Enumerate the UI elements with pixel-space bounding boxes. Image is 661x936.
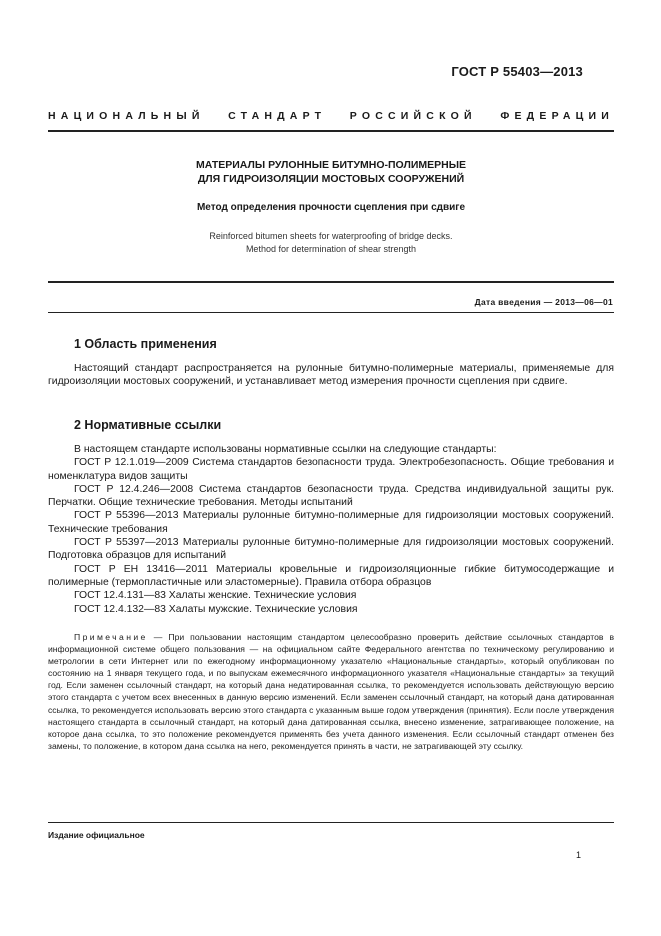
title-line-1: МАТЕРИАЛЫ РУЛОННЫЕ БИТУМНО-ПОЛИМЕРНЫЕ <box>196 159 466 171</box>
title-line-2: ДЛЯ ГИДРОИЗОЛЯЦИИ МОСТОВЫХ СООРУЖЕНИЙ <box>197 173 465 185</box>
english-title-line-2: Method for determination of shear strength <box>245 244 417 254</box>
section-1-paragraph: Настоящий стандарт распространяется на рулонные битумно-полимерные материалы, применяемые для гидроизоляции мостовых сооружений, и устанавливает метод измерения прочности сцепления при сдвиге. <box>48 363 614 388</box>
note-label: Примечание <box>74 632 148 642</box>
english-title-line-1: Reinforced bitumen sheets for waterproofing of bridge decks. <box>209 231 453 241</box>
title-divider <box>48 281 614 283</box>
document-code: ГОСТ Р 55403—2013 <box>451 64 583 79</box>
section-2-heading: 2 Нормативные ссылки <box>74 418 222 432</box>
header-divider <box>48 130 614 132</box>
footer-divider <box>48 822 614 823</box>
date-divider <box>48 312 614 313</box>
reference-item: ГОСТ Р 12.1.019—2009 Система стандартов безопасности труда. Электробезопасность. Общие требования и номенклатура видов защиты <box>48 457 614 482</box>
note-text: — При пользовании настоящим стандартом целесообразно проверить действие ссылочных стандартов в информационной системе общего пользования — на официальном сайте Федерального агентства по техническому регулированию и метрологии в сети Интернет или по ежегодному информационному указателю «Национальные стандарты», который опубликован по состоянию на 1 января текущего года, и по выпускам ежемесячного информационного указателя «Национальные стандарты» за текущий год. Если заменен ссылочный стандарт, на который дана недатированная ссылка, то рекомендуется использовать действующую версию этого стандарта с учетом всех внесенных в данную версию изменений. Если заменен ссылочный стандарт, на который дана датированная ссылка, то рекомендуется использовать версию этого стандарта с указанным выше годом утверждения (принятия). Если после утверждения настоящего стандарта в ссылочный стандарт, на который дана датированная ссылка, внесено изменение, затрагивающее положение, на которое дана ссылка, то это положение рекомендуется применять без учета данного изменения. Если ссылочный стандарт отменен без замены, то положение, в котором дана ссылка на него, рекомендуется принять в части, не затрагивающей эту ссылку. <box>48 632 615 751</box>
standard-heading: НАЦИОНАЛЬНЫЙ СТАНДАРТ РОССИЙСКОЙ ФЕДЕРАЦИИ <box>48 110 614 122</box>
page-number: 1 <box>575 850 581 860</box>
subtitle: Метод определения прочности сцепления при сдвиге <box>196 202 466 213</box>
official-edition-label: Издание официальное <box>48 830 145 840</box>
section-1-heading: 1 Область применения <box>74 337 217 351</box>
note-block <box>48 631 614 752</box>
reference-item: ГОСТ Р 55396—2013 Материалы рулонные битумно-полимерные для гидроизоляции мостовых сооружений. Технические требования <box>48 510 614 535</box>
section-2-intro: В настоящем стандарте использованы нормативные ссылки на следующие стандарты: <box>74 444 497 455</box>
section-1-body <box>48 362 614 389</box>
reference-item: ГОСТ Р 55397—2013 Материалы рулонные битумно-полимерные для гидроизоляции мостовых сооружений. Подготовка образцов для испытаний <box>48 537 614 562</box>
reference-item: ГОСТ Р 12.4.246—2008 Система стандартов безопасности труда. Средства индивидуальной защиты рук. Перчатки. Общие технические требования. Методы испытаний <box>48 483 614 509</box>
reference-item: ГОСТ 12.4.131—83 Халаты женские. Технические условия <box>74 590 357 602</box>
introduction-date: Дата введения — 2013—06—01 <box>474 297 613 307</box>
section-2-body <box>48 443 614 616</box>
reference-item: ГОСТ Р ЕН 13416—2011 Материалы кровельные и гидроизоляционные гибкие битумосодержащие и полимерные (термопластичные или эластомерные). Правила отбора образцов <box>48 563 614 588</box>
reference-item: ГОСТ 12.4.132—83 Халаты мужские. Технические условия <box>74 603 358 615</box>
